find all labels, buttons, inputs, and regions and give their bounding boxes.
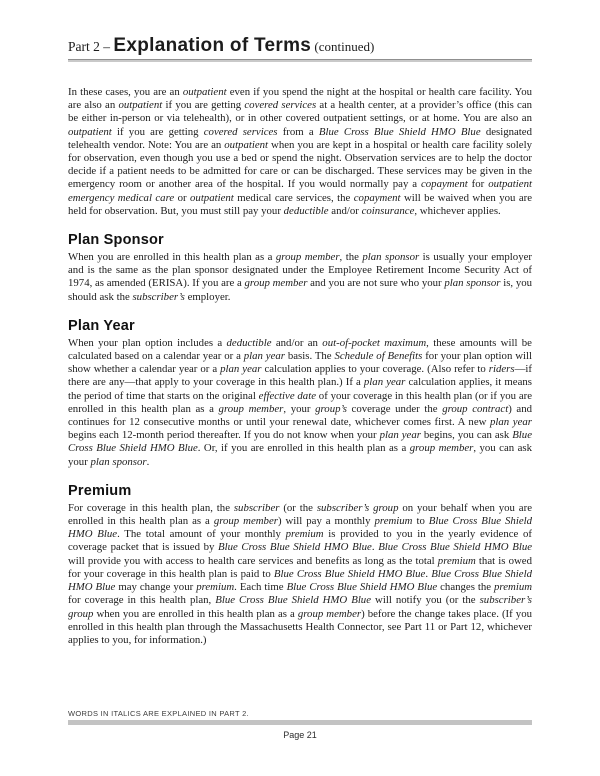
part-label: Part 2 – <box>68 39 114 54</box>
page-title: Explanation of Terms <box>113 35 312 56</box>
paragraph: When you are enrolled in this health plan as a group member, the plan sponsor is usually your employer and is the same as the plan sponsor designated under the Employee Retirement Income Security Act of 1974, as amended (ERISA). If you are a group member and you are not sure who your plan sponsor is, you should ask the subscriber’s employer. <box>68 251 533 303</box>
document-body <box>68 86 532 647</box>
continued-label: (continued) <box>311 39 375 54</box>
paragraph: When your plan option includes a deductible and/or an out-of-pocket maximum, these amounts will be calculated based on a calendar year or a plan year basis. The Schedule of Benefits for your plan option will show whether a calendar year or a plan year calculation applies to your coverage. (Also refer to riders—if there are any—that apply to your coverage in this health plan.) If a plan year calculation applies, it means the period of time that starts on the original effective date of your coverage in this health plan (or if you are enrolled in this health plan as a group member, your group’s coverage under the group contract) and continues for 12 consecutive months or until your renewal date, whichever comes first. A new plan year begins each 12-month period thereafter. If you do not know when your plan year begins, you can ask Blue Cross Blue Shield HMO Blue. Or, if you are enrolled in this health plan as a group member, you can ask your plan sponsor. <box>68 336 533 468</box>
section-heading: Plan Year <box>68 317 135 334</box>
content-column <box>68 36 532 647</box>
paragraph: In these cases, you are an outpatient even if you spend the night at the hospital or health care facility. You are also an outpatient if you are getting covered services at a health center, at a provider’s office (this can be either in-person or via telehealth), or in other covered outpatient settings, or at home. You are also an outpatient if you are getting covered services from a Blue Cross Blue Shield HMO Blue designated telehealth vendor. Note: You are an outpatient when you are kept in a hospital or health care facility solely for observation, even though you use a bed or spend the night. Observation services are to help the doctor decide if a patient needs to be admitted for care or can be discharged. These services may be given in the emergency room or another area of the hospital. If you would normally pay a copayment for outpatient emergency medical care or outpatient medical care services, the copayment will be waived when you are held for observation. But, you must still pay your deductible and/or coinsurance, whichever applies. <box>68 86 533 217</box>
document-section <box>68 232 532 304</box>
document-section <box>68 86 532 218</box>
document-section <box>68 483 532 647</box>
document-footer <box>68 709 532 740</box>
document-section <box>68 318 532 469</box>
document-header <box>68 36 532 55</box>
page-number: Page 21 <box>283 730 317 740</box>
footer-note: WORDS IN ITALICS ARE EXPLAINED IN PART 2. <box>68 709 249 718</box>
section-heading: Plan Sponsor <box>68 232 164 249</box>
paragraph: For coverage in this health plan, the subscriber (or the subscriber’s group on your behalf when you are enrolled in this health plan as a group member) will pay a monthly premium to Blue Cross Blue Shield HMO Blue. The total amount of your monthly premium is provided to you in the yearly evidence of coverage packet that is issued by Blue Cross Blue Shield HMO Blue. Blue Cross Blue Shield HMO Blue will provide you with access to health care services and benefits as long as the total premium that is owed for your coverage in this health plan is paid to Blue Cross Blue Shield HMO Blue. Blue Cross Blue Shield HMO Blue may change your premium. Each time Blue Cross Blue Shield HMO Blue changes the premium for coverage in this health plan, Blue Cross Blue Shield HMO Blue will notify you (or the subscriber’s group when you are enrolled in this health plan as a group member) before the change takes place. (If you enrolled in this health plan through the Massachusetts Health Connector, see Part 11 or Part 12, whichever applies to you, for information.) <box>68 501 533 646</box>
footer-divider-bar <box>68 720 532 725</box>
header-rule <box>68 59 532 62</box>
section-heading: Premium <box>68 482 132 499</box>
